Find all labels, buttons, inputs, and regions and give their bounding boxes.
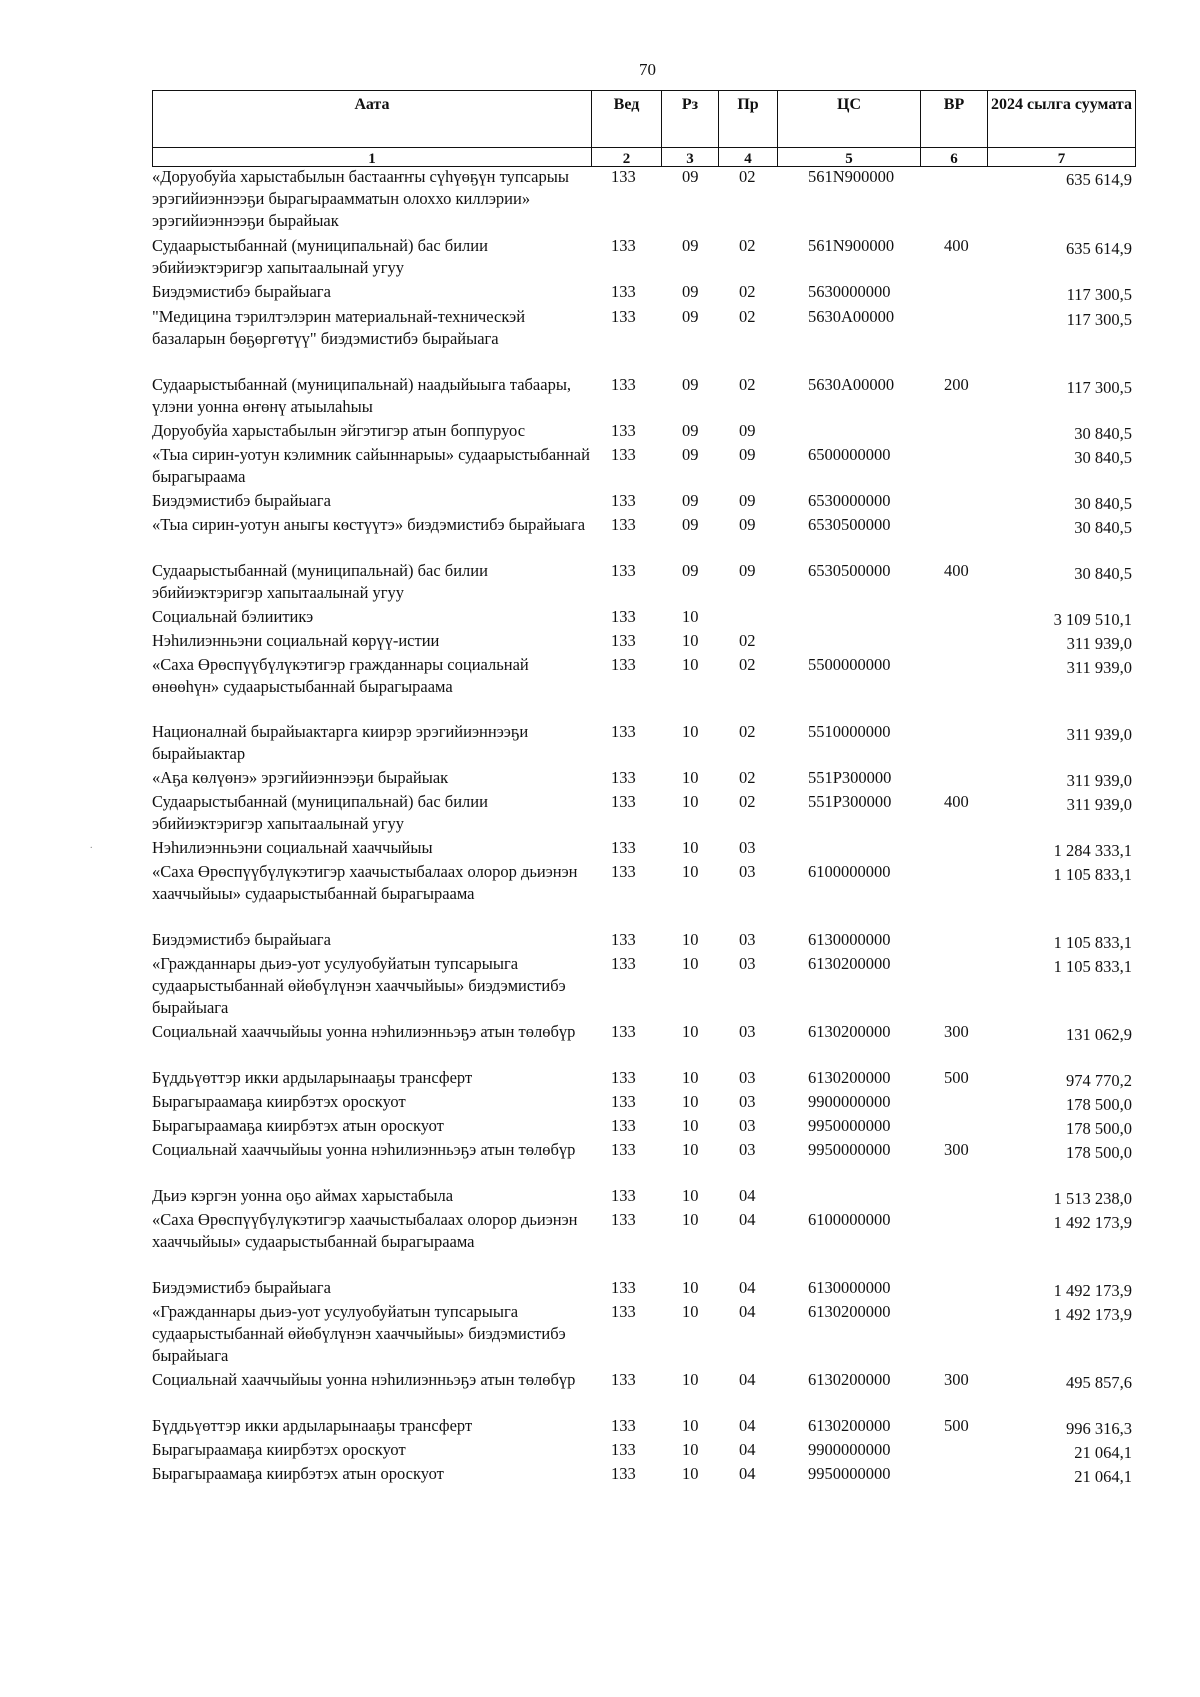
row-rz: 10 <box>682 1464 699 1483</box>
row-rz: 10 <box>682 768 699 787</box>
row-name: Биэдэмистибэ бырайыага <box>152 930 331 949</box>
table-row <box>152 560 1134 606</box>
row-rz: 10 <box>682 655 699 674</box>
row-cs: 6130000000 <box>808 1278 891 1297</box>
row-vr: 400 <box>944 792 969 811</box>
row-name: «Саха Өрөспүүбүлүкэтигэр хаачыстыбалаах олорор дьиэнэн хааччыйыы» судаарыстыбаннай бырагыраама <box>152 1210 578 1251</box>
row-pr: 04 <box>739 1416 756 1435</box>
row-pr: 04 <box>739 1278 756 1297</box>
row-ved: 133 <box>611 491 636 510</box>
row-sum: 3 109 510,1 <box>1053 610 1132 629</box>
table-row <box>152 374 1134 420</box>
scan-margin-mark: . <box>90 840 93 851</box>
table-row <box>152 166 1134 235</box>
table-row <box>152 1463 1134 1487</box>
row-ved: 133 <box>611 1440 636 1459</box>
row-cs: 6130200000 <box>808 1370 891 1389</box>
header-number: 4 <box>719 148 778 166</box>
table-row <box>152 1115 1134 1139</box>
row-cs: 5630А00000 <box>808 375 895 394</box>
row-cs: 9950000000 <box>808 1116 891 1135</box>
row-rz: 10 <box>682 1302 699 1321</box>
row-cs: 6130000000 <box>808 930 891 949</box>
row-sum: 1 492 173,9 <box>1053 1213 1132 1232</box>
row-name: Судаарыстыбаннай (муниципальнай) бас билии эбийиэктэригэр хапытаалынай угуу <box>152 236 488 277</box>
row-rz: 09 <box>682 307 699 326</box>
row-cs: 5630А00000 <box>808 307 895 326</box>
row-pr: 03 <box>739 838 756 857</box>
table-row <box>152 306 1134 374</box>
row-cs: 6130200000 <box>808 1068 891 1087</box>
row-cs: 9950000000 <box>808 1140 891 1159</box>
row-rz: 10 <box>682 1370 699 1389</box>
table-row <box>152 1067 1134 1091</box>
row-pr: 03 <box>739 862 756 881</box>
row-vr: 300 <box>944 1370 969 1389</box>
row-vr: 200 <box>944 375 969 394</box>
row-cs: 5500000000 <box>808 655 891 674</box>
row-ved: 133 <box>611 930 636 949</box>
row-sum: 178 500,0 <box>1066 1143 1132 1162</box>
row-rz: 09 <box>682 375 699 394</box>
row-cs: 9900000000 <box>808 1440 891 1459</box>
row-name: Судаарыстыбаннай (муниципальнай) наадыйыыга табаары, үлэни уонна өҥөнү атыылаһыы <box>152 375 572 416</box>
row-sum: 117 300,5 <box>1066 310 1132 329</box>
row-name: Судаарыстыбаннай (муниципальнай) бас билии эбийиэктэригэр хапытаалынай угуу <box>152 792 488 833</box>
row-sum: 117 300,5 <box>1066 378 1132 397</box>
row-ved: 133 <box>611 1464 636 1483</box>
row-sum: 21 064,1 <box>1074 1443 1132 1462</box>
row-cs: 6530500000 <box>808 561 891 580</box>
table-row <box>152 235 1134 281</box>
row-rz: 10 <box>682 1186 699 1205</box>
header-pr: Пр <box>719 91 778 147</box>
row-pr: 09 <box>739 421 756 440</box>
row-name: Нэһилиэнньэни социальнай хааччыйыы <box>152 838 433 857</box>
row-ved: 133 <box>611 768 636 787</box>
row-name: «Гражданнары дьиэ-уот усулуобуйатын тупсарыыга судаарыстыбаннай өйөбүлүнэн хааччыйыы» биэдэмистибэ бырайыага <box>152 1302 566 1365</box>
row-name: «Аҕа көлүөнэ» эрэгийиэннээҕи бырайыак <box>152 768 449 787</box>
row-cs: 6130200000 <box>808 1022 891 1041</box>
row-ved: 133 <box>611 1116 636 1135</box>
header-number: 6 <box>921 148 988 166</box>
row-ved: 133 <box>611 1210 636 1229</box>
row-sum: 131 062,9 <box>1066 1025 1132 1044</box>
table-row <box>152 490 1134 514</box>
row-name: «Тыа сирин-уотун кэлимник сайыннарыы» судаарыстыбаннай бырагыраама <box>152 445 590 486</box>
row-pr: 02 <box>739 236 756 255</box>
table-row <box>152 420 1134 444</box>
row-name: Биэдэмистибэ бырайыага <box>152 491 331 510</box>
row-vr: 500 <box>944 1416 969 1435</box>
row-ved: 133 <box>611 1278 636 1297</box>
row-name: «Саха Өрөспүүбүлүкэтигэр хаачыстыбалаах олорор дьиэнэн хааччыйыы» судаарыстыбаннай бырагыраама <box>152 862 578 903</box>
row-name: «Тыа сирин-уотун аныгы көстүүтэ» биэдэмистибэ бырайыага <box>152 515 586 534</box>
row-name: Судаарыстыбаннай (муниципальнай) бас билии эбийиэктэригэр хапытаалынай угуу <box>152 561 488 602</box>
row-rz: 10 <box>682 631 699 650</box>
row-ved: 133 <box>611 1140 636 1159</box>
row-cs: 6500000000 <box>808 445 891 464</box>
row-pr: 02 <box>739 792 756 811</box>
table-row <box>152 1021 1134 1067</box>
row-cs: 6530000000 <box>808 491 891 510</box>
row-rz: 10 <box>682 1068 699 1087</box>
table-row <box>152 1139 1134 1185</box>
row-pr: 03 <box>739 1092 756 1111</box>
row-sum: 30 840,5 <box>1074 448 1132 467</box>
row-pr: 03 <box>739 1068 756 1087</box>
table-row <box>152 654 1134 721</box>
row-pr: 02 <box>739 167 756 186</box>
row-pr: 02 <box>739 631 756 650</box>
row-sum: 117 300,5 <box>1066 285 1132 304</box>
row-pr: 09 <box>739 491 756 510</box>
row-cs: 6100000000 <box>808 1210 891 1229</box>
row-rz: 10 <box>682 1416 699 1435</box>
header-name: Аата <box>153 91 592 147</box>
row-vr: 400 <box>944 236 969 255</box>
row-pr: 04 <box>739 1210 756 1229</box>
row-name: Нэһилиэнньэни социальнай көрүү-истии <box>152 631 440 650</box>
table-row <box>152 1369 1134 1415</box>
table-row <box>152 1209 1134 1277</box>
row-pr: 03 <box>739 954 756 973</box>
row-name: Бүддьүөттэр икки ардыларынааҕы трансферт <box>152 1068 473 1087</box>
header-number: 2 <box>592 148 662 166</box>
row-ved: 133 <box>611 1186 636 1205</box>
row-pr: 09 <box>739 561 756 580</box>
row-sum: 1 105 833,1 <box>1053 933 1132 952</box>
row-cs: 6130200000 <box>808 1416 891 1435</box>
row-sum: 21 064,1 <box>1074 1467 1132 1486</box>
header-ved: Вед <box>592 91 662 147</box>
row-sum: 1 105 833,1 <box>1053 865 1132 884</box>
row-cs: 561N900000 <box>808 236 895 255</box>
row-name: Биэдэмистибэ бырайыага <box>152 282 331 301</box>
table-row <box>152 606 1134 630</box>
table-row <box>152 791 1134 837</box>
row-pr: 03 <box>739 1140 756 1159</box>
header-cs: ЦС <box>778 91 921 147</box>
table-row <box>152 1185 1134 1209</box>
row-sum: 311 939,0 <box>1066 725 1132 744</box>
table-header <box>152 90 1136 167</box>
row-sum: 311 939,0 <box>1066 634 1132 653</box>
row-name: Дьиэ кэргэн уонна оҕо аймах харыстабыла <box>152 1186 454 1205</box>
table-row <box>152 929 1134 953</box>
row-rz: 10 <box>682 1210 699 1229</box>
row-name: Националнай бырайыактарга киирэр эрэгийиэннээҕи бырайыактар <box>152 722 529 763</box>
row-ved: 133 <box>611 445 636 464</box>
row-vr: 300 <box>944 1022 969 1041</box>
row-ved: 133 <box>611 1370 636 1389</box>
header-number: 3 <box>662 148 719 166</box>
table-row <box>152 767 1134 791</box>
table-row <box>152 1301 1134 1369</box>
row-name: «Саха Өрөспүүбүлүкэтигэр гражданнары социальнай өнөөһүн» судаарыстыбаннай бырагыраама <box>152 655 529 696</box>
row-sum: 635 614,9 <box>1066 170 1132 189</box>
row-sum: 635 614,9 <box>1066 239 1132 258</box>
row-name: Социальнай хааччыйыы уонна нэһилиэнньэҕэ атын төлөбүр <box>152 1140 576 1159</box>
row-sum: 1 492 173,9 <box>1053 1281 1132 1300</box>
row-rz: 09 <box>682 491 699 510</box>
row-name: Бырагыраамаҕа киирбэтэх атын ороскуот <box>152 1464 444 1483</box>
row-ved: 133 <box>611 1302 636 1321</box>
table-row <box>152 281 1134 306</box>
row-ved: 133 <box>611 307 636 326</box>
row-name: Доруобуйа харыстабылын эйгэтигэр атын боппуруос <box>152 421 526 440</box>
row-rz: 10 <box>682 1092 699 1111</box>
table-row <box>152 1439 1134 1463</box>
row-pr: 02 <box>739 768 756 787</box>
row-pr: 02 <box>739 722 756 741</box>
row-sum: 1 492 173,9 <box>1053 1305 1132 1324</box>
row-cs: 5630000000 <box>808 282 891 301</box>
header-number: 5 <box>778 148 921 166</box>
row-rz: 09 <box>682 515 699 534</box>
row-rz: 10 <box>682 862 699 881</box>
row-name: Социальнай хааччыйыы уонна нэһилиэнньэҕэ атын төлөбүр <box>152 1022 576 1041</box>
header-sum: 2024 сылга суумата <box>991 96 1132 113</box>
table-row <box>152 514 1134 560</box>
row-pr: 02 <box>739 307 756 326</box>
row-pr: 03 <box>739 930 756 949</box>
table-row <box>152 953 1134 1021</box>
row-ved: 133 <box>611 862 636 881</box>
header-rz: Рз <box>662 91 719 147</box>
row-cs: 5510000000 <box>808 722 891 741</box>
row-rz: 10 <box>682 792 699 811</box>
row-name: "Медицина тэрилтэлэрин материальнай-техническэй базаларын бөҕөргөтүү" биэдэмистибэ бырайыага <box>152 307 526 348</box>
row-rz: 10 <box>682 1140 699 1159</box>
row-sum: 1 105 833,1 <box>1053 957 1132 976</box>
row-rz: 10 <box>682 1278 699 1297</box>
row-cs: 6530500000 <box>808 515 891 534</box>
row-rz: 10 <box>682 838 699 857</box>
table-body <box>152 166 1134 1487</box>
row-sum: 996 316,3 <box>1066 1419 1132 1438</box>
table-row <box>152 1415 1134 1439</box>
row-name: Бырагыраамаҕа киирбэтэх атын ороскуот <box>152 1116 444 1135</box>
row-ved: 133 <box>611 1068 636 1087</box>
row-name: «Гражданнары дьиэ-уот усулуобуйатын тупсарыыга судаарыстыбаннай өйөбүлүнэн хааччыйыы» биэдэмистибэ бырайыага <box>152 954 566 1017</box>
row-cs: 6130200000 <box>808 954 891 973</box>
row-sum: 178 500,0 <box>1066 1119 1132 1138</box>
row-name: Социальнай бэлиитикэ <box>152 607 314 626</box>
table-row <box>152 630 1134 654</box>
row-cs: 9950000000 <box>808 1464 891 1483</box>
table-row <box>152 444 1134 490</box>
row-cs: 9900000000 <box>808 1092 891 1111</box>
header-vr: ВР <box>921 91 988 147</box>
row-ved: 133 <box>611 236 636 255</box>
table-row <box>152 1091 1134 1115</box>
row-name: Социальнай хааччыйыы уонна нэһилиэнньэҕэ атын төлөбүр <box>152 1370 576 1389</box>
row-cs: 6130200000 <box>808 1302 891 1321</box>
row-rz: 10 <box>682 607 699 626</box>
header-titles-row <box>153 91 1135 147</box>
row-sum: 495 857,6 <box>1066 1373 1132 1392</box>
row-pr: 04 <box>739 1464 756 1483</box>
row-sum: 178 500,0 <box>1066 1095 1132 1114</box>
row-pr: 04 <box>739 1440 756 1459</box>
row-rz: 10 <box>682 722 699 741</box>
header-number: 1 <box>153 148 592 166</box>
table-row <box>152 837 1134 861</box>
page-number: 70 <box>639 60 656 79</box>
header-numbers-row <box>153 147 1135 166</box>
row-rz: 09 <box>682 167 699 186</box>
row-ved: 133 <box>611 838 636 857</box>
row-sum: 311 939,0 <box>1066 658 1132 677</box>
row-ved: 133 <box>611 561 636 580</box>
row-ved: 133 <box>611 282 636 301</box>
row-pr: 09 <box>739 445 756 464</box>
row-rz: 09 <box>682 282 699 301</box>
row-pr: 02 <box>739 655 756 674</box>
row-sum: 30 840,5 <box>1074 494 1132 513</box>
row-sum: 1 513 238,0 <box>1053 1189 1132 1208</box>
row-pr: 02 <box>739 375 756 394</box>
row-pr: 02 <box>739 282 756 301</box>
row-rz: 10 <box>682 1116 699 1135</box>
row-pr: 09 <box>739 515 756 534</box>
row-name: Биэдэмистибэ бырайыага <box>152 1278 331 1297</box>
row-rz: 10 <box>682 1440 699 1459</box>
header-number: 7 <box>1057 151 1066 167</box>
row-rz: 09 <box>682 421 699 440</box>
row-cs: 561N900000 <box>808 167 895 186</box>
table-row <box>152 1277 1134 1301</box>
row-ved: 133 <box>611 792 636 811</box>
row-pr: 03 <box>739 1116 756 1135</box>
row-ved: 133 <box>611 515 636 534</box>
row-ved: 133 <box>611 631 636 650</box>
row-cs: 551Р300000 <box>808 768 892 787</box>
row-rz: 09 <box>682 236 699 255</box>
row-ved: 133 <box>611 655 636 674</box>
row-vr: 300 <box>944 1140 969 1159</box>
row-rz: 10 <box>682 930 699 949</box>
row-sum: 30 840,5 <box>1074 564 1132 583</box>
row-pr: 04 <box>739 1302 756 1321</box>
row-rz: 10 <box>682 954 699 973</box>
row-pr: 03 <box>739 1022 756 1041</box>
row-ved: 133 <box>611 1416 636 1435</box>
row-cs: 551Р300000 <box>808 792 892 811</box>
row-ved: 133 <box>611 607 636 626</box>
row-sum: 974 770,2 <box>1066 1071 1132 1090</box>
row-rz: 10 <box>682 1022 699 1041</box>
row-ved: 133 <box>611 954 636 973</box>
row-sum: 311 939,0 <box>1066 795 1132 814</box>
row-name: «Доруобуйа харыстабылын бастааҥҥы сүһүөҕүн тупсарыы эрэгийиэннээҕи бырагыраамматын олоххо киллэрии» эрэгийиэннээҕи бырайыак <box>152 167 569 230</box>
row-sum: 30 840,5 <box>1074 424 1132 443</box>
row-ved: 133 <box>611 421 636 440</box>
row-ved: 133 <box>611 1092 636 1111</box>
row-pr: 04 <box>739 1186 756 1205</box>
table-row <box>152 721 1134 767</box>
row-vr: 500 <box>944 1068 969 1087</box>
row-sum: 30 840,5 <box>1074 518 1132 537</box>
table-row <box>152 861 1134 929</box>
row-cs: 6100000000 <box>808 862 891 881</box>
row-sum: 1 284 333,1 <box>1053 841 1132 860</box>
row-sum: 311 939,0 <box>1066 771 1132 790</box>
row-vr: 400 <box>944 561 969 580</box>
row-ved: 133 <box>611 375 636 394</box>
row-name: Бырагыраамаҕа киирбэтэх ороскуот <box>152 1440 406 1459</box>
row-name: Бырагыраамаҕа киирбэтэх ороскуот <box>152 1092 406 1111</box>
row-ved: 133 <box>611 1022 636 1041</box>
row-rz: 09 <box>682 561 699 580</box>
row-pr: 04 <box>739 1370 756 1389</box>
row-ved: 133 <box>611 167 636 186</box>
row-ved: 133 <box>611 722 636 741</box>
row-rz: 09 <box>682 445 699 464</box>
row-name: Бүддьүөттэр икки ардыларынааҕы трансферт <box>152 1416 473 1435</box>
